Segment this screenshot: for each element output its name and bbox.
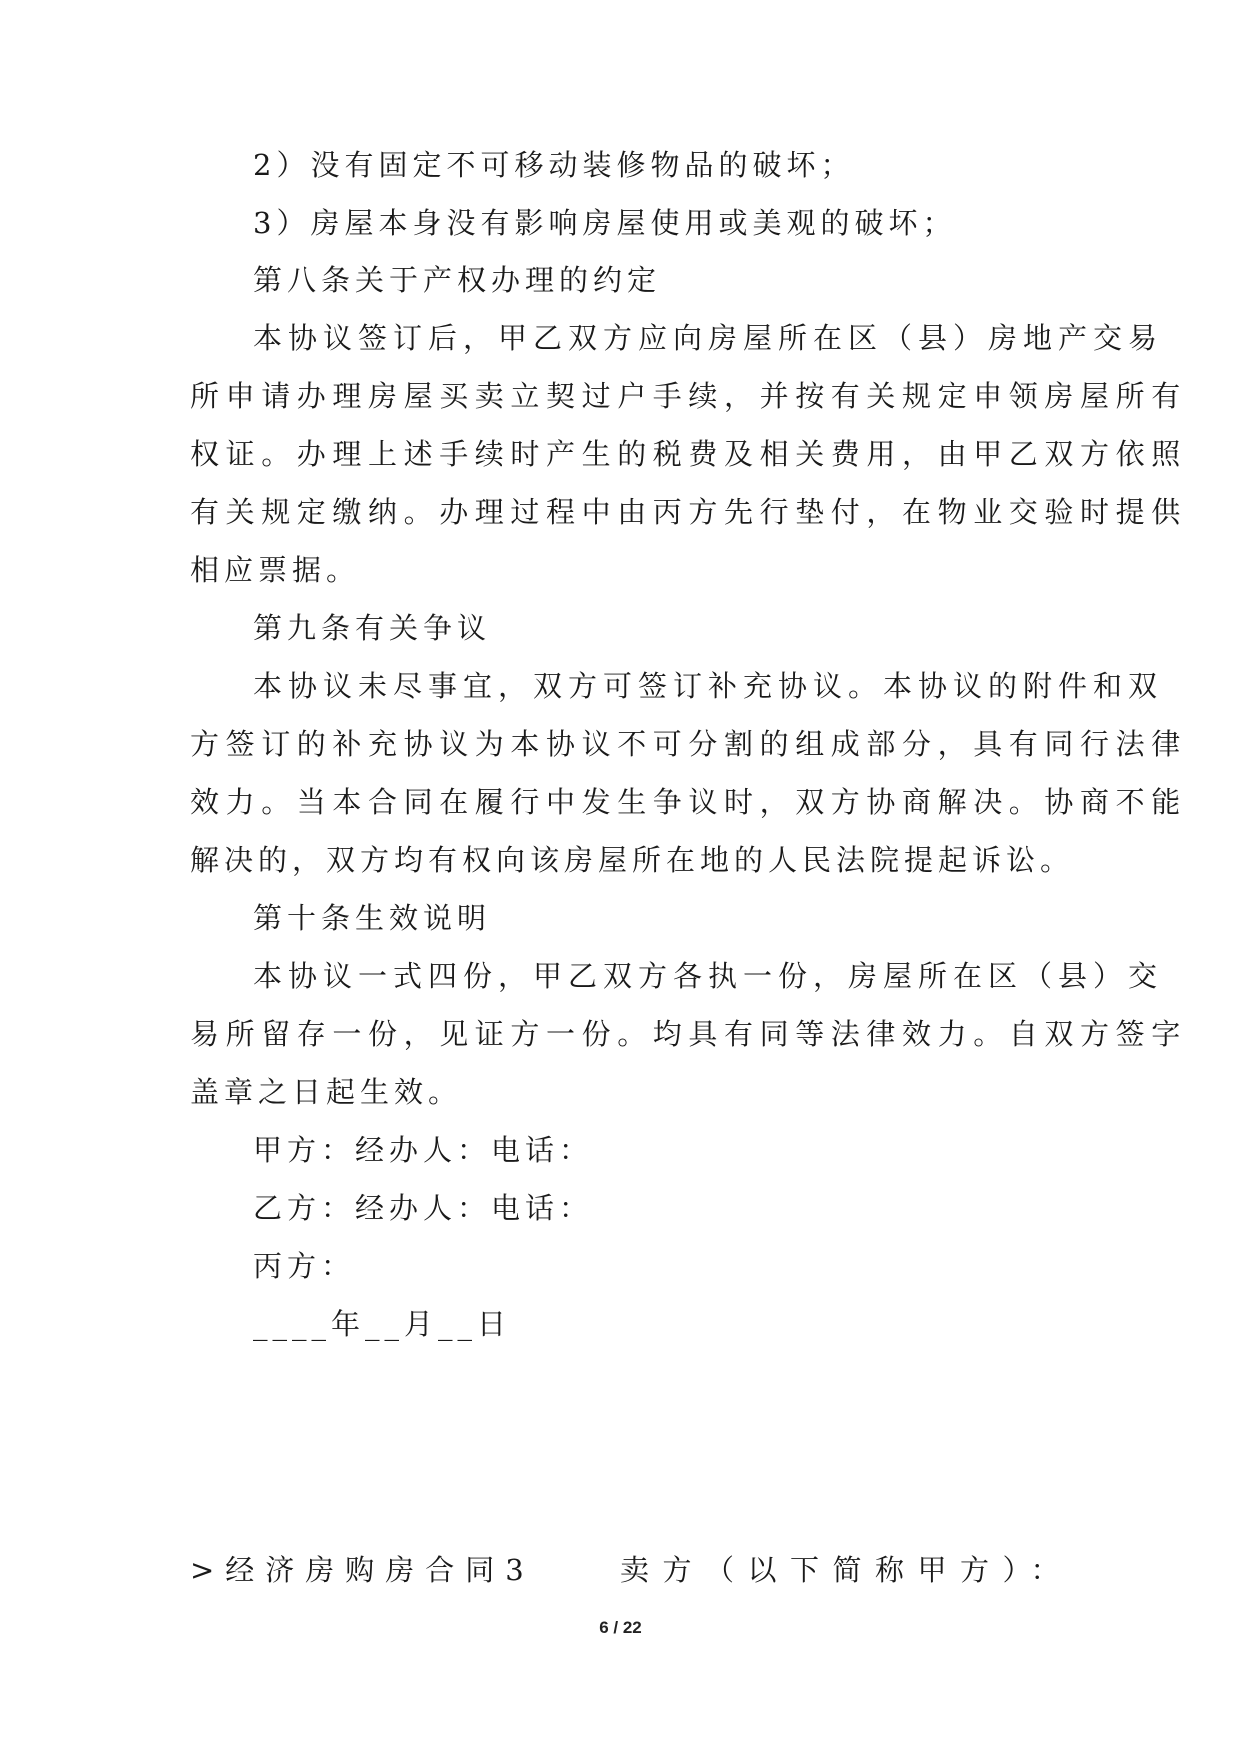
section-heading: 第九条有关争议 [253,611,492,645]
next-document-seller-line: 卖方（以下简称甲方）： [620,1553,1074,1587]
paragraph-line: 相应票据。 [190,553,361,587]
paragraph-line: 盖章之日起生效。 [190,1075,463,1109]
paragraph-line: 方签订的补充协议为本协议不可分割的组成部分，具有同行法律 [190,727,1187,761]
paragraph-line: 本协议签订后，甲乙双方应向房屋所在区（县）房地产交易 [253,321,1164,355]
signature-line-party-a: 甲方：经办人：电话： [253,1133,594,1167]
list-item: 3）房屋本身没有影响房屋使用或美观的破坏； [253,206,957,240]
signature-line-party-b: 乙方：经办人：电话： [253,1191,594,1225]
next-document-title: >经济房购房合同3 [190,1553,535,1587]
signature-line-party-c: 丙方： [253,1249,356,1283]
date-line: ____年__月__日 [253,1307,512,1341]
page-number: 6 / 22 [599,1618,642,1637]
paragraph-line: 所申请办理房屋买卖立契过户手续，并按有关规定申领房屋所有 [190,379,1187,413]
paragraph-line: 解决的，双方均有权向该房屋所在地的人民法院提起诉讼。 [190,843,1075,877]
paragraph-line: 本协议未尽事宜，双方可签订补充协议。本协议的附件和双 [253,669,1164,703]
section-heading: 第十条生效说明 [253,901,492,935]
paragraph-line: 效力。当本合同在履行中发生争议时，双方协商解决。协商不能 [190,785,1187,819]
paragraph-line: 权证。办理上述手续时产生的税费及相关费用，由甲乙双方依照 [190,437,1187,471]
paragraph-line: 易所留存一份，见证方一份。均具有同等法律效力。自双方签字 [190,1017,1187,1051]
section-heading: 第八条关于产权办理的约定 [253,263,662,297]
paragraph-line: 有关规定缴纳。办理过程中由丙方先行垫付，在物业交验时提供 [190,495,1187,529]
list-item: 2）没有固定不可移动装修物品的破坏； [253,148,855,182]
paragraph-line: 本协议一式四份，甲乙双方各执一份，房屋所在区（县）交 [253,959,1164,993]
